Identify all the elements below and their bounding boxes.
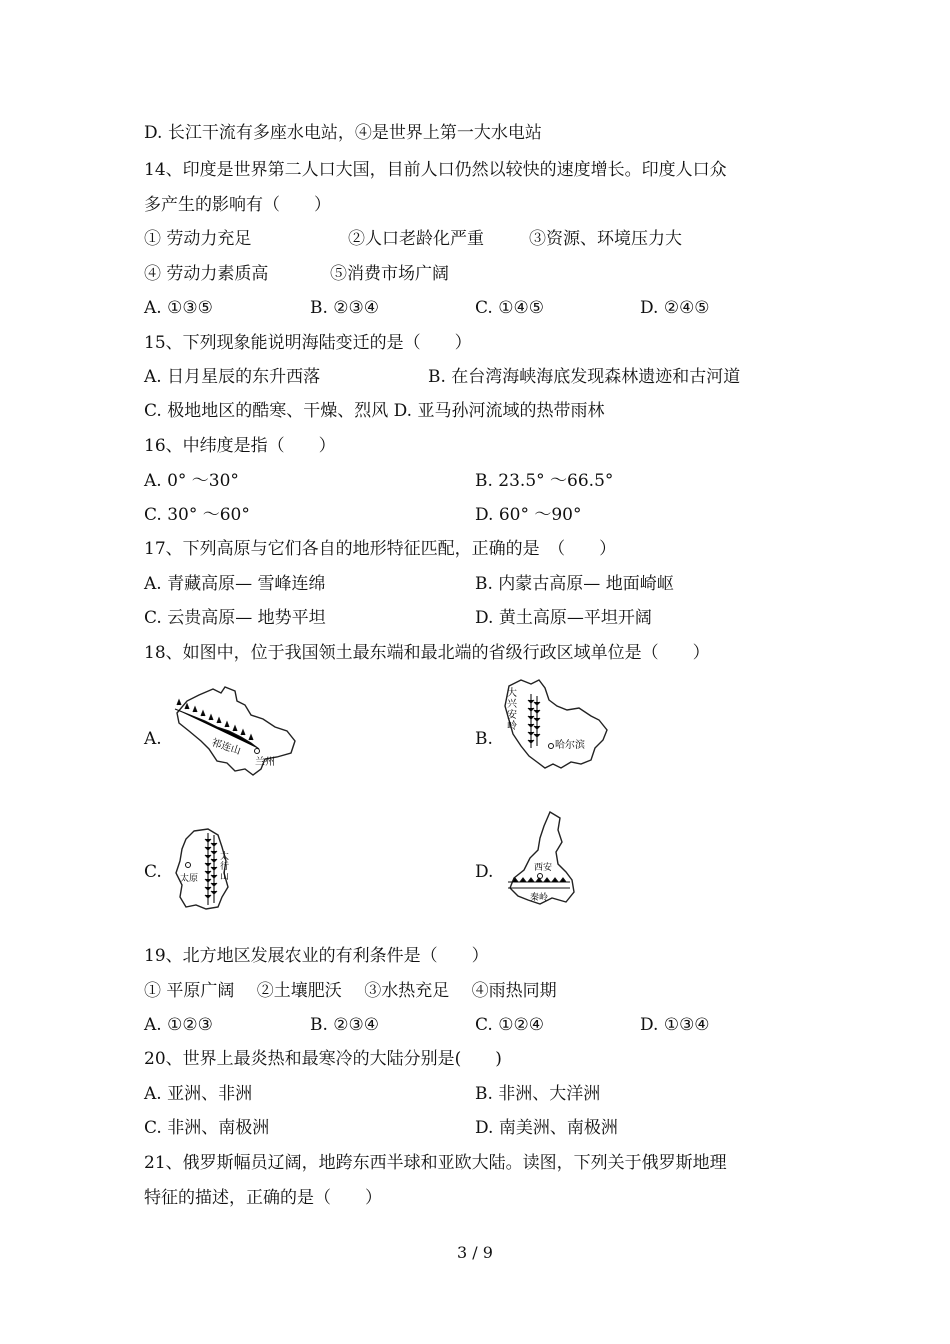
harbin-label: 哈尔滨 [555, 740, 585, 751]
q15-option-b: B. 在台湾海峡海底发现森林遗迹和古河道 [428, 367, 741, 387]
q19-option-c: C. ①②④ [475, 1015, 544, 1035]
q19-option-a: A. ①②③ [144, 1015, 213, 1035]
heilongjiang-map [495, 676, 615, 776]
taihang-char1: 太 [220, 852, 230, 862]
q19-option-d: D. ①③④ [640, 1015, 710, 1035]
taihang-char3: 山 [220, 872, 230, 882]
q14-item-1: ① 劳动力充足 [144, 229, 252, 249]
q19-stem: 19、北方地区发展农业的有利条件是（ ） [144, 946, 489, 966]
q15-stem: 15、下列现象能说明海陆变迁的是（ ） [144, 333, 472, 353]
q15-option-cd: C. 极地地区的酷寒、干燥、烈风 D. 亚马孙河流域的热带雨林 [144, 401, 605, 421]
q13-option-d: D. 长江干流有多座水电站，④是世界上第一大水电站 [144, 123, 542, 143]
q14-item-4: ④ 劳动力素质高 [144, 264, 269, 284]
q16-option-b: B. 23.5° ～66.5° [475, 471, 614, 491]
q18-option-a-label: A. [144, 729, 162, 749]
q16-option-d: D. 60° ～90° [475, 505, 582, 525]
q14-option-b: B. ②③④ [310, 298, 380, 318]
q16-option-c: C. 30° ～60° [144, 505, 250, 525]
q17-option-d: D. 黄土高原—平坦开阔 [475, 608, 652, 628]
q19-option-b: B. ②③④ [310, 1015, 380, 1035]
q20-option-a: A. 亚洲、非洲 [144, 1084, 253, 1104]
q17-option-c: C. 云贵高原— 地势平坦 [144, 608, 326, 628]
q17-option-b: B. 内蒙古高原— 地面崎岖 [475, 574, 674, 594]
shanxi-map [170, 825, 240, 913]
q20-option-c: C. 非洲、南极洲 [144, 1118, 270, 1138]
taihang-char2: 行 [220, 862, 230, 872]
daxinganling-char4: 岭 [507, 721, 517, 732]
q14-item-3: ③资源、环境压力大 [529, 229, 682, 249]
q14-item-5: ⑤消费市场广阔 [330, 264, 449, 284]
daxinganling-char3: 安 [507, 710, 517, 721]
qilian-label: 祁连山 [210, 737, 243, 758]
q14-stem-line2: 多产生的影响有（ ） [144, 195, 331, 215]
q17-option-a: A. 青藏高原— 雪峰连绵 [144, 574, 326, 594]
q16-option-a: A. 0° ～30° [144, 471, 239, 491]
q14-option-a: A. ①③⑤ [144, 298, 213, 318]
gansu-map [165, 683, 300, 778]
q14-option-c: C. ①④⑤ [475, 298, 544, 318]
q19-items: ① 平原广阔 ②土壤肥沃 ③水热充足 ④雨热同期 [144, 981, 557, 1001]
page-number: 3 / 9 [457, 1243, 493, 1262]
daxinganling-char1: 大 [507, 688, 517, 699]
q16-stem: 16、中纬度是指（ ） [144, 436, 336, 456]
qinling-label: 秦岭 [530, 893, 549, 903]
q18-option-b-label: B. [475, 729, 493, 749]
q18-stem: 18、如图中，位于我国领土最东端和最北端的省级行政区域单位是（ ） [144, 643, 710, 663]
xian-label: 西安 [534, 863, 553, 873]
q14-option-d: D. ②④⑤ [640, 298, 710, 318]
q21-stem-line1: 21、俄罗斯幅员辽阔，地跨东西半球和亚欧大陆。读图，下列关于俄罗斯地理 [144, 1153, 727, 1173]
daxinganling-char2: 兴 [507, 699, 517, 710]
q20-stem: 20、世界上最炎热和最寒冷的大陆分别是( ) [144, 1049, 502, 1069]
q18-option-c-label: C. [144, 862, 162, 882]
q20-option-b: B. 非洲、大洋洲 [475, 1084, 601, 1104]
q17-stem: 17、下列高原与它们各自的地形特征匹配，正确的是 （ ） [144, 539, 617, 559]
shaanxi-map [500, 808, 580, 908]
lanzhou-label: 兰州 [255, 757, 275, 768]
q21-stem-line2: 特征的描述，正确的是（ ） [144, 1188, 382, 1208]
q15-option-a: A. 日月星辰的东升西落 [144, 367, 321, 387]
q20-option-d: D. 南美洲、南极洲 [475, 1118, 618, 1138]
q14-item-2: ②人口老龄化严重 [348, 229, 484, 249]
taiyuan-label: 太原 [180, 874, 199, 884]
q14-stem-line1: 14、印度是世界第二人口大国，目前人口仍然以较快的速度增长。印度人口众 [144, 160, 727, 180]
q18-option-d-label: D. [475, 862, 494, 882]
